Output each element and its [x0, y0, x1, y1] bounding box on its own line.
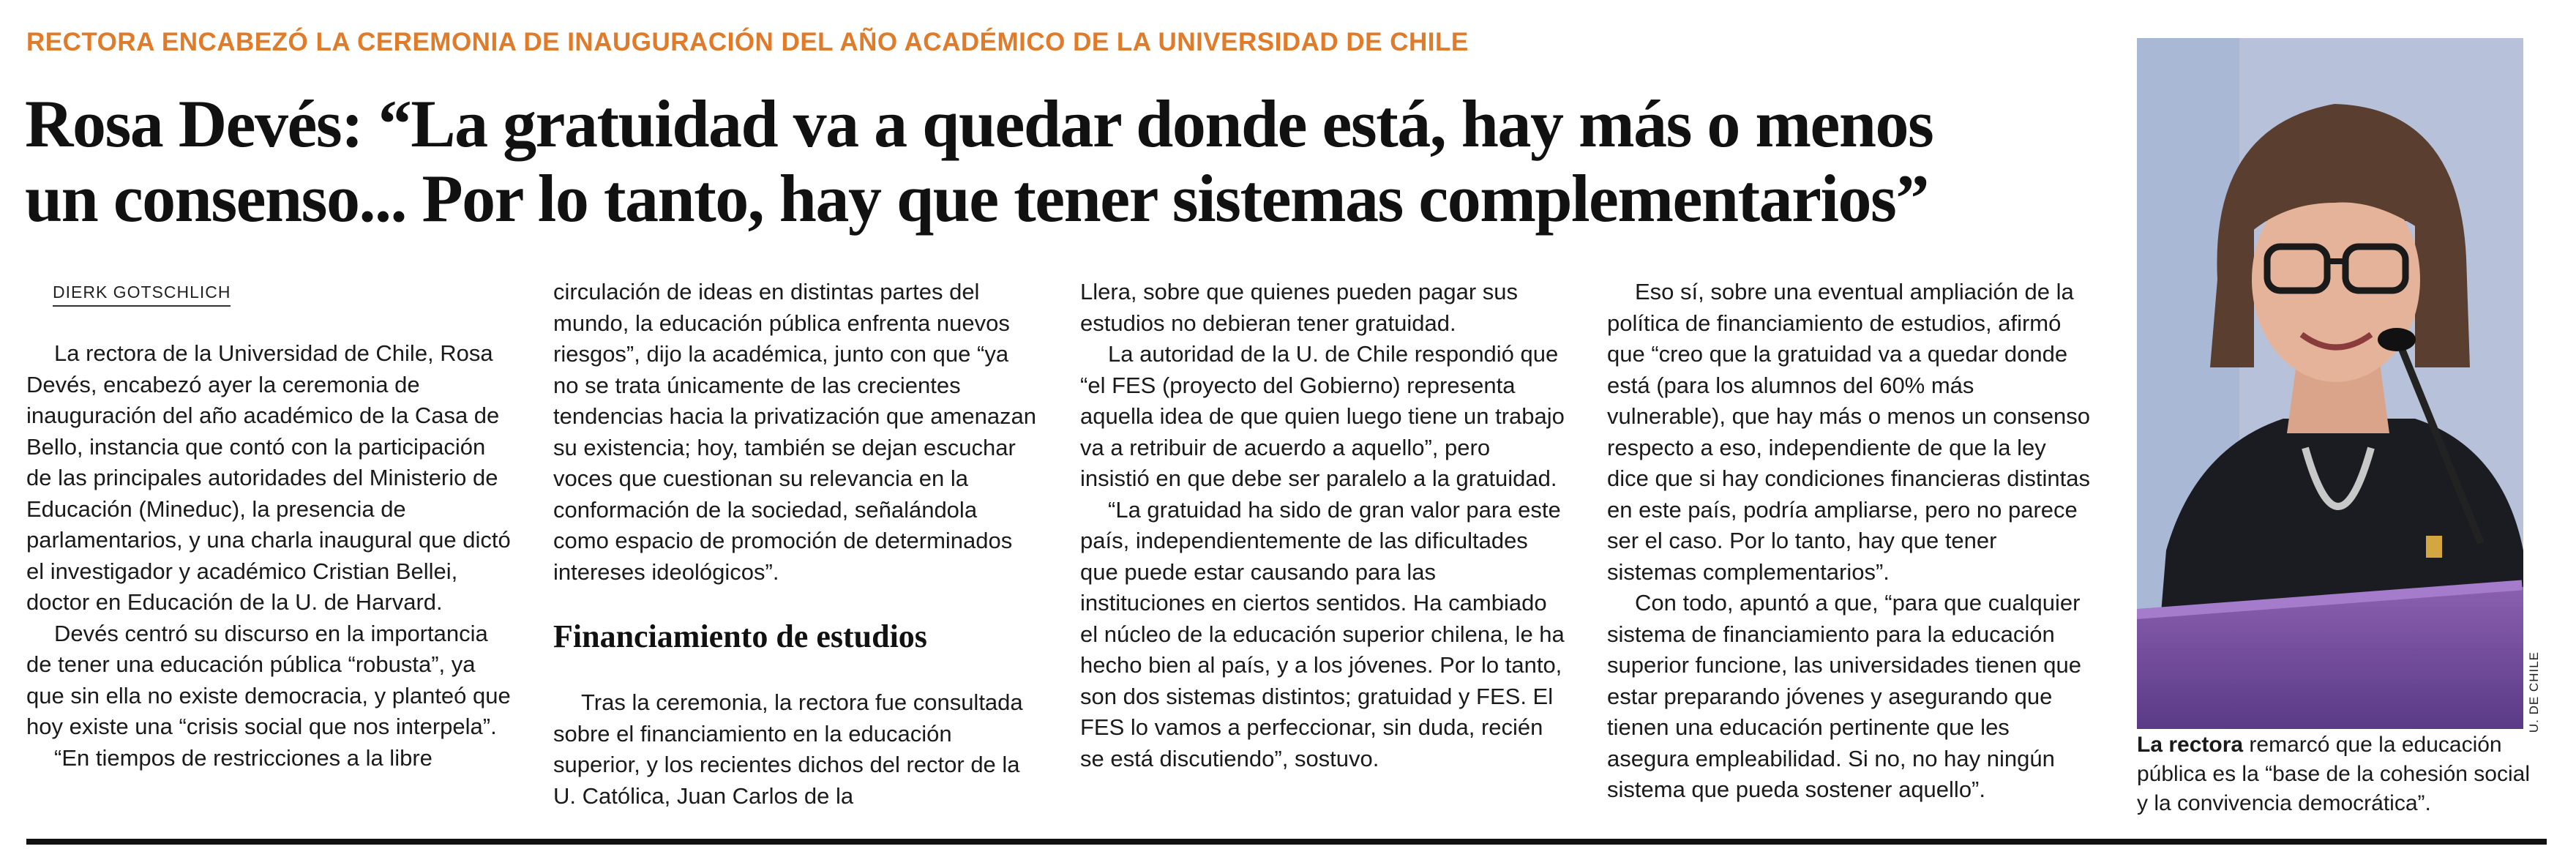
headline-line-1: Rosa Devés: “La gratuidad va a quedar donde está, hay más o menos — [25, 86, 1933, 161]
headline — [25, 86, 2147, 236]
microphone-icon — [2378, 328, 2416, 351]
paragraph: “En tiempos de restricciones a la libre — [54, 744, 433, 771]
caption-lead: La rectora — [2137, 733, 2244, 757]
section-kicker: RECTORA ENCABEZÓ LA CEREMONIA DE INAUGURACIÓN DEL AÑO ACADÉMICO DE LA UNIVERSIDAD DE CHILE — [26, 28, 1469, 56]
paragraph: Eso sí, sobre una eventual ampliación de la política de financiamiento de estudios, afirmó que “creo que la gratuidad va a quedar donde está (para los alumnos del 60% más vulnerable), que hay más o menos un consenso respecto a eso, independiente de que la ley dice que si hay condiciones financieras distintas en este país, podría ampliarse, pero no parece ser el caso. Por lo tanto, hay que tener sistemas complementarios”. — [1607, 279, 2091, 585]
headline-line-2: un consenso... Por lo tanto, hay que tener sistemas complementarios” — [25, 161, 1928, 236]
portrait-illustration — [2137, 38, 2523, 729]
byline: DIERK GOTSCHLICH — [53, 283, 231, 307]
paragraph: Con todo, apuntó a que, “para que cualquier sistema de financiamiento para la educación superior funcione, las universidades tienen que estar preparando jóvenes y asegurando que tienen una educación pertinente que les asegura empleabilidad. Si no, no hay ningún sistema que pueda sostener aquello”. — [1607, 590, 2081, 802]
bottom-rule — [26, 839, 2547, 845]
paragraph: Devés centró su discurso en la importancia de tener una educación pública “robusta”, ya que sin ella no existe democracia, y planteó que hoy existe una “crisis social que nos interpela”. — [26, 620, 511, 739]
photo-caption — [2137, 730, 2547, 818]
photo-credit: U. DE CHILE — [2527, 651, 2541, 733]
article-column-2 — [553, 277, 1038, 812]
lapel-pin — [2426, 536, 2442, 558]
caption-text: remarcó que la educación pública es la “base de la cohesión social y la convivencia democrática”. — [2137, 733, 2530, 815]
paragraph: Llera, sobre que quienes pueden pagar sus estudios no debieran tener gratuidad. — [1080, 279, 1519, 336]
paragraph: “La gratuidad ha sido de gran valor para este país, independientemente de las dificultades que puede estar causando para las instituciones en ciertos sentidos. Ha cambiado el núcleo de la educación superior chilena, le ha hecho bien al país, y a los jóvenes. Por lo tanto, son dos sistemas distintos; gratuidad y FES. El FES lo vamos a perfeccionar, sin duda, recién se está discutiendo”, sostuvo. — [1080, 496, 1565, 771]
article-column-3 — [1080, 277, 1565, 774]
subheading: Financiamiento de estudios — [553, 618, 927, 654]
rector-photo — [2137, 38, 2523, 729]
article-column-1 — [26, 338, 511, 774]
paragraph: Tras la ceremonia, la rectora fue consultada sobre el financiamiento en la educación superior, y los recientes dichos del rector de la U. Católica, Juan Carlos de la — [553, 689, 1023, 809]
paragraph: La autoridad de la U. de Chile respondió que “el FES (proyecto del Gobierno) representa aquella idea de que quien luego tiene un trabajo va a retribuir de acuerdo a aquello”, pero insistió en que debe ser paralelo a la gratuidad. — [1080, 341, 1565, 491]
paragraph: circulación de ideas en distintas partes del mundo, la educación pública enfrenta nuevos riesgos”, dijo la académica, junto con que “ya no se trata únicamente de las crecientes tendencias hacia la privatización que amenazan su existencia; hoy, también se dejan escuchar voces que cuestionan su relevancia en la conformación de la sociedad, señalándola como espacio de promoción de determinados intereses ideológicos”. — [553, 279, 1037, 585]
paragraph: La rectora de la Universidad de Chile, Rosa Devés, encabezó ayer la ceremonia de inauguración del año académico de la Casa de Bello, instancia que contó con la participación de las principales autoridades del Ministerio de Educación (Mineduc), la presencia de parlamentarios, y una charla inaugural que dictó el investigador y académico Cristian Bellei, doctor en Educación de la U. de Harvard. — [26, 340, 511, 615]
article-column-4 — [1607, 277, 2092, 806]
